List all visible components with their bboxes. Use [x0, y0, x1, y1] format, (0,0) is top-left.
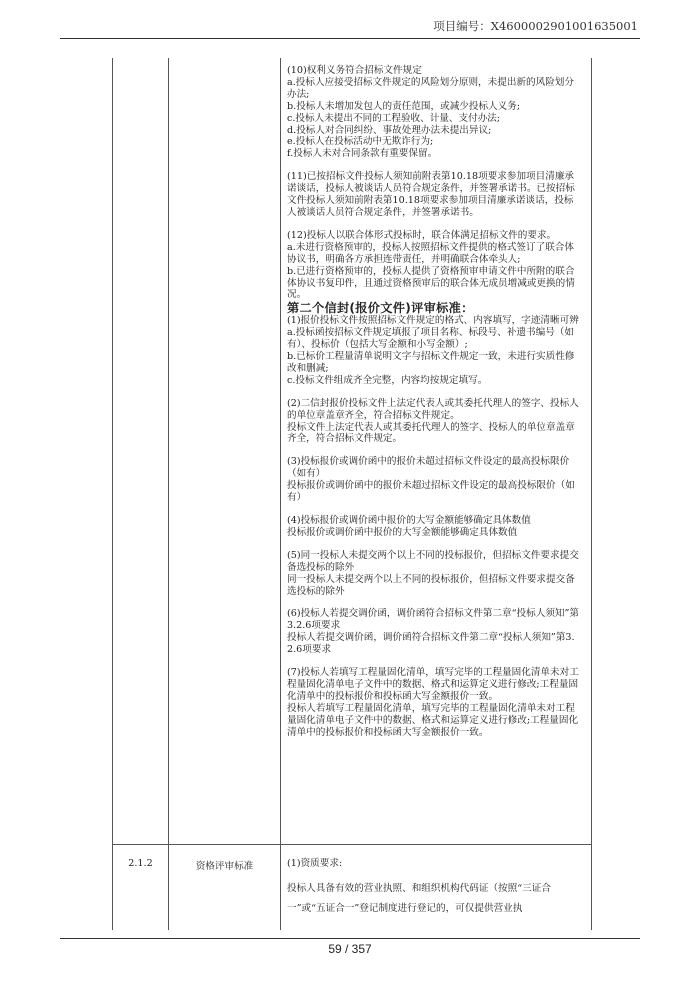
text-line: (2)二信封报价投标文件上法定代表人或其委托代理人的签字、投标人的单位章盖章齐全，符合招标文件规定。	[287, 397, 579, 421]
text-line: (1)资质要求:	[287, 858, 343, 869]
section-title: 第二个信封(报价文件)评审标准：	[287, 301, 474, 316]
price-criterion-6	[287, 608, 583, 656]
text-line: b.已进行资格预审的，投标人提供了资格预审申请文件中所附的联合体协议书复印件，且通过资格预审后的联合体无成员增减或更换的情况。	[287, 265, 575, 301]
criteria-table	[112, 58, 592, 930]
text-line: a.未进行资格预审的，投标人按照招标文件提供的格式签订了联合体协议书，明确各方承担连带责任，并明确联合体牵头人;	[287, 241, 574, 265]
text-line: (12)投标人以联合体形式投标时，联合体满足招标文件的要求。	[287, 229, 557, 241]
text-line: (5)同一投标人未提交两个以上不同的投标报价，但招标文件要求提交备选投标的除外	[287, 549, 579, 573]
price-criterion-1	[287, 315, 583, 386]
column-divider-1	[168, 58, 169, 930]
text-line: (10)权利义务符合招标文件规定	[287, 65, 422, 76]
text-line: (6)投标人若提交调价函，调价函符合招标文件第二章“投标人须知”第3.2.6项要求	[287, 608, 580, 632]
text-line: b.已标价工程量清单说明文字与招标文件规定一致，未进行实质性修改和删减;	[287, 351, 575, 374]
text-line: 投标报价或调价函中报价的大写金额能够确定具体数值	[287, 526, 518, 538]
text-line: 投标文件上法定代表人或其委托代理人的签字、投标人的单位章盖章齐全，符合招标文件规定。	[287, 421, 575, 445]
footer-rule	[60, 938, 640, 939]
text-line: (7)投标人若填写工程量固化清单，填写完毕的工程量固化清单未对工程量固化清单电子文件中的数据、格式和运算定义进行修改;工程量固化清单中的投标报价和投标函大写金额报价一致。	[287, 667, 579, 702]
price-criterion-4	[287, 515, 583, 539]
text-line: 投标人若提交调价函，调价函符合招标文件第二章“投标人须知”第3.2.6项要求	[287, 632, 575, 656]
text-line: (1)报价投标文件按照招标文件规定的格式、内容填写，字迹清晰可辨	[287, 315, 579, 327]
text-line: (4)投标报价或调价函中报价的大写金额能够确定具体数值	[287, 515, 531, 526]
price-criterion-7	[287, 667, 583, 738]
row-name: 资格评审标准	[195, 861, 254, 872]
criterion-10	[287, 65, 583, 160]
text-line: d.投标人对合同纠纷、事故处理办法未提出异议;	[287, 124, 492, 136]
text-line: a.投标函按招标文件规定填报了项目名称、标段号、补遗书编号（如有）、投标价（包括大写金额和小写金额）;	[287, 327, 574, 351]
text-line: f.投标人未对合同条款有重要保留。	[287, 148, 438, 160]
text-line: 投标人具备有效的营业执照、和组织机构代码证（按照“三证合一”或“五证合一”登记制度进行登记的，可仅提供营业执	[287, 882, 551, 914]
page-number: 59 / 357	[328, 942, 372, 956]
text-line: (11)已按招标文件投标人须知前附表第10.18项要求参加项目清廉承诺谈话，投标人被谈话人员符合规定条件，并签署承诺书。已按招标文件投标人须知前附表第10.18项要求参加项目清廉承诺谈话，投标人被谈话人员符合规定条件，并签署承诺书。	[287, 171, 575, 218]
criterion-12	[287, 230, 583, 301]
text-line: c.投标人未提出不同的工程验收、计量、支付办法;	[287, 112, 501, 124]
text-line: 投标报价或调价函中的报价未超过招标文件设定的最高投标限价（如有）	[287, 480, 575, 504]
column-divider-2	[280, 58, 281, 930]
text-line: b.投标人未增加发包人的责任范围，或减少投标人义务;	[287, 100, 521, 112]
price-criterion-3	[287, 456, 583, 504]
price-criterion-5	[287, 550, 583, 598]
text-line: 同一投标人未提交两个以上不同的投标报价，但招标文件要求提交备选投标的除外	[287, 573, 575, 597]
project-number: 项目编号：X4600002901001635001	[433, 19, 638, 33]
page-header	[60, 18, 640, 39]
row-divider	[113, 844, 591, 845]
criterion-11	[287, 171, 583, 219]
text-line: a.投标人应接受招标文件规定的风险划分原则，未提出新的风险划分办法;	[287, 76, 574, 100]
evaluation-criteria-text	[287, 65, 583, 739]
text-line: e.投标人在投标活动中无欺诈行为;	[287, 136, 434, 148]
text-line: c.投标文件组成齐全完整，内容均按规定填写。	[287, 374, 488, 386]
text-line: (3)投标报价或调价函中的报价未超过招标文件设定的最高投标限价（如有）	[287, 456, 570, 480]
text-line: 投标人若填写工程量固化清单，填写完毕的工程量固化清单未对工程量固化清单电子文件中的数据、格式和运算定义进行修改;工程量固化清单中的投标报价和投标函大写金额报价一致。	[287, 702, 579, 738]
row-number: 2.1.2	[128, 858, 153, 869]
qualification-criteria-text	[287, 858, 583, 919]
price-criterion-2	[287, 398, 583, 446]
